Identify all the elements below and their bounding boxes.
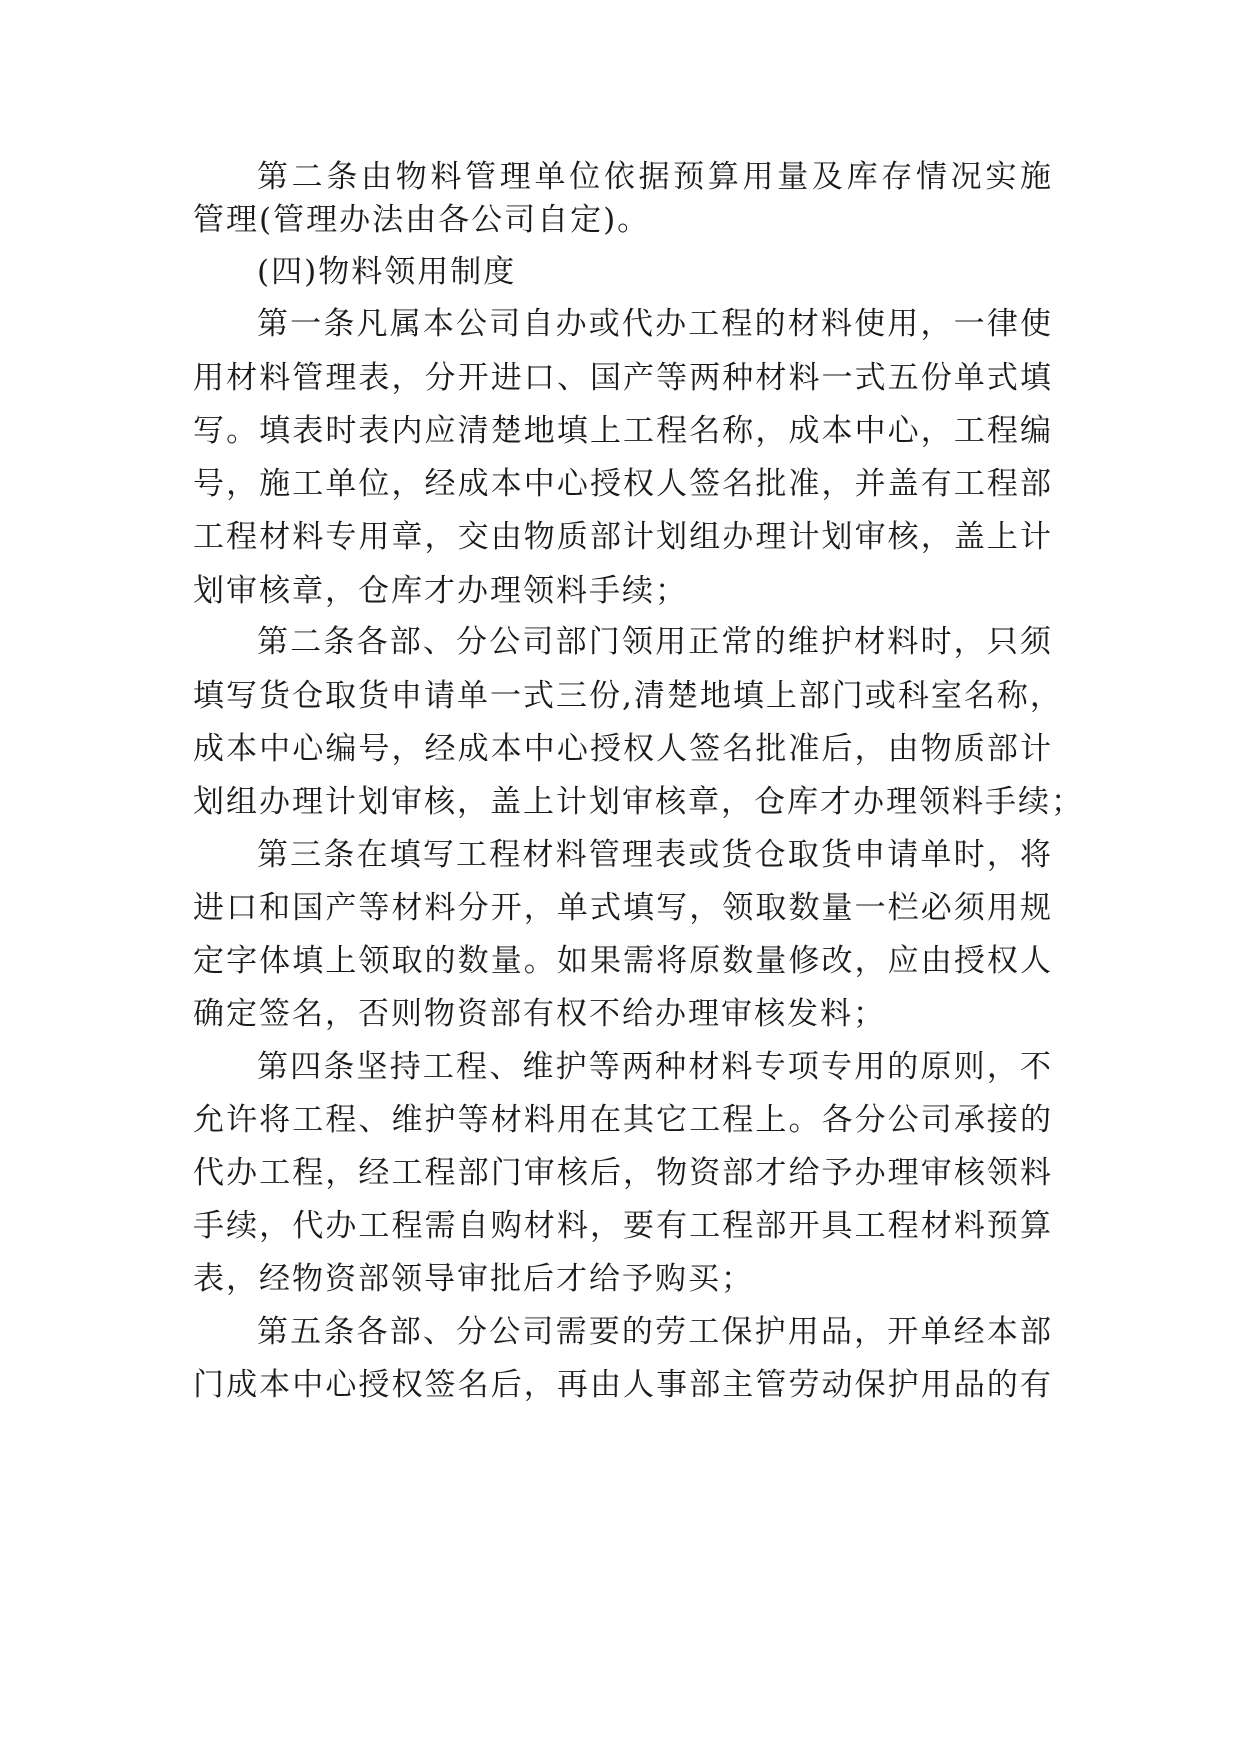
- text-line: 表，经物资部领导审批后才给予购买；: [193, 1261, 754, 1297]
- text-line: 代办工程，经工程部门审核后，物资部才给予办理审核领料: [193, 1155, 1053, 1191]
- section-heading: (四)物料领用制度: [257, 254, 517, 290]
- text-line: 允许将工程、维护等材料用在其它工程上。各分公司承接的: [193, 1102, 1053, 1138]
- text-line: 工程材料专用章，交由物质部计划组办理计划审核，盖上计: [193, 519, 1053, 555]
- text-line: 用材料管理表，分开进口、国产等两种材料一式五份单式填: [193, 360, 1053, 396]
- text-line: 号，施工单位，经成本中心授权人签名批准，并盖有工程部: [193, 466, 1053, 502]
- text-line: 写。填表时表内应清楚地填上工程名称，成本中心，工程编: [193, 413, 1053, 449]
- text-line: 第三条在填写工程材料管理表或货仓取货申请单时，将: [257, 837, 1053, 873]
- text-line: 手续，代办工程需自购材料，要有工程部开具工程材料预算: [193, 1208, 1053, 1244]
- text-line: 划组办理计划审核，盖上计划审核章，仓库才办理领料手续；: [193, 784, 1084, 820]
- text-line: 确定签名，否则物资部有权不给办理审核发料；: [193, 996, 886, 1032]
- text-line: 第四条坚持工程、维护等两种材料专项专用的原则，不: [257, 1049, 1053, 1085]
- text-line: 划审核章，仓库才办理领料手续；: [193, 573, 688, 609]
- text-line: 填写货仓取货申请单一式三份,清楚地填上部门或科室名称，: [193, 678, 1063, 714]
- text-line: 第二条各部、分公司部门领用正常的维护材料时，只须: [257, 624, 1053, 660]
- text-line: 第五条各部、分公司需要的劳工保护用品，开单经本部: [257, 1314, 1053, 1350]
- text-line: 门成本中心授权签名后，再由人事部主管劳动保护用品的有: [193, 1367, 1053, 1403]
- text-line: 第一条凡属本公司自办或代办工程的材料使用，一律使: [257, 306, 1053, 342]
- text-line: 定字体填上领取的数量。如果需将原数量修改，应由授权人: [193, 943, 1053, 979]
- text-line: 成本中心编号，经成本中心授权人签名批准后，由物质部计: [193, 731, 1053, 767]
- text-line: 进口和国产等材料分开，单式填写，领取数量一栏必须用规: [193, 890, 1053, 926]
- text-line: 管理(管理办法由各公司自定)。: [193, 202, 651, 238]
- text-line: 第二条由物料管理单位依据预算用量及库存情况实施: [257, 159, 1053, 195]
